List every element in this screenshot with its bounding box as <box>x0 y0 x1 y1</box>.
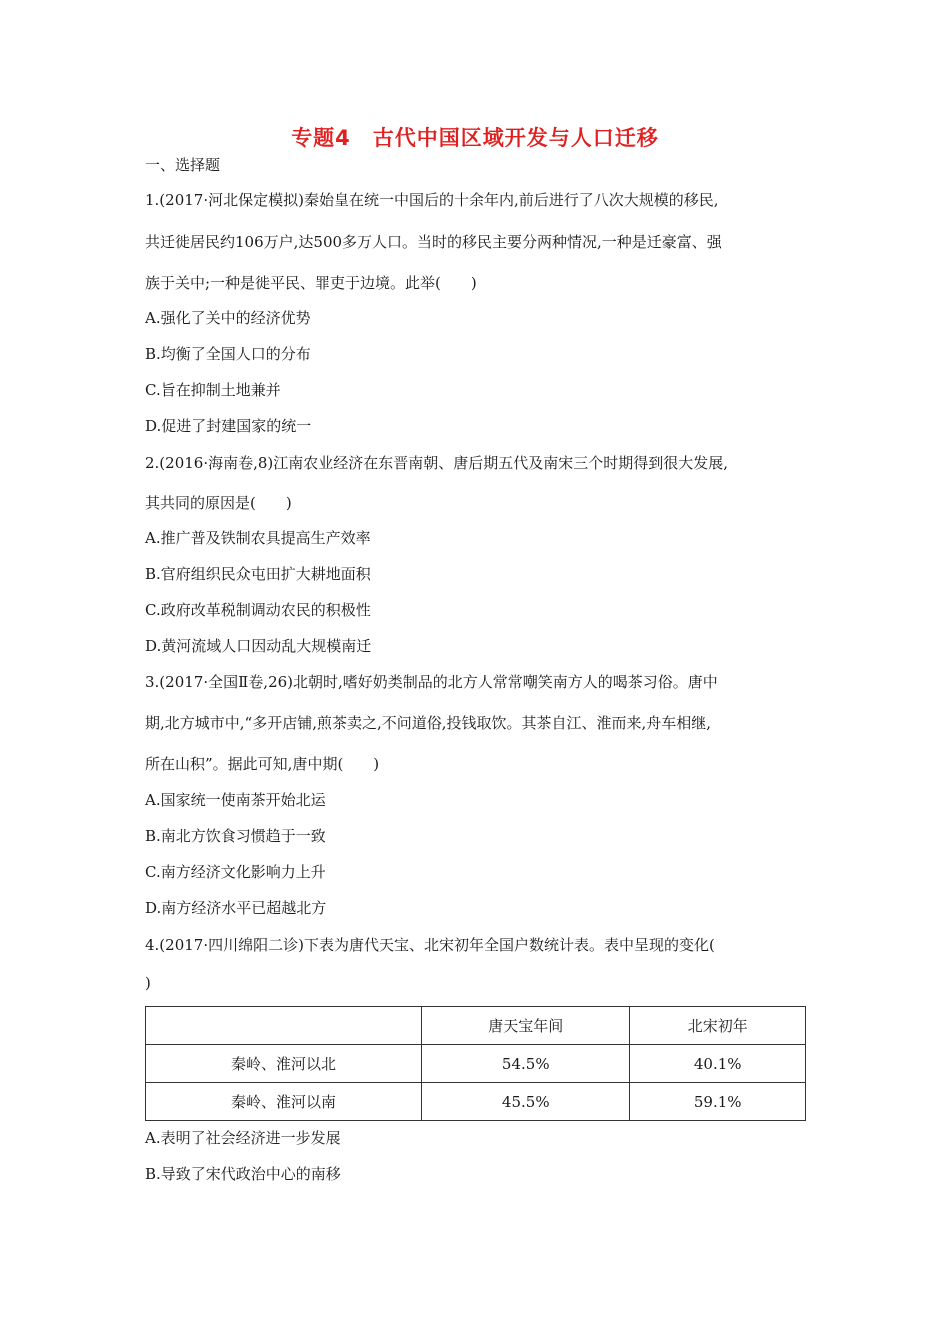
table-header-cell: 唐天宝年间 <box>422 1007 630 1045</box>
page-title: 专题4 古代中国区域开发与人口迁移 <box>291 126 659 150</box>
question-2-text-line-1: 2.(2016·海南卷,8)江南农业经济在东晋南朝、唐后期五代及南宋三个时期得到很大发展, <box>145 454 729 472</box>
question-3-option-c: C.南方经济文化影响力上升 <box>145 863 326 881</box>
table-cell: 秦岭、淮河以北 <box>146 1045 422 1083</box>
question-1-option-d: D.促进了封建国家的统一 <box>145 417 312 435</box>
question-2-text-line-2: 其共同的原因是( ) <box>145 494 292 512</box>
question-2-option-a: A.推广普及铁制农具提高生产效率 <box>145 529 371 547</box>
question-2-option-c: C.政府改革税制调动农民的积极性 <box>145 601 371 619</box>
question-3-option-b: B.南北方饮食习惯趋于一致 <box>145 827 326 845</box>
table-row <box>146 1045 806 1083</box>
question-3-option-d: D.南方经济水平已超越北方 <box>145 899 327 917</box>
question-1-option-c: C.旨在抑制土地兼并 <box>145 381 281 399</box>
question-2-option-b: B.官府组织民众屯田扩大耕地面积 <box>145 565 371 583</box>
question-3-option-a: A.国家统一使南茶开始北运 <box>145 791 326 809</box>
table-cell: 秦岭、淮河以南 <box>146 1083 422 1121</box>
question-1-text-line-3: 族于关中;一种是徙平民、罪吏于边境。此举( ) <box>145 274 477 292</box>
question-1-text-line-1: 1.(2017·河北保定模拟)秦始皇在统一中国后的十余年内,前后进行了八次大规模的移民, <box>145 191 719 209</box>
question-4-text-line-2: ) <box>145 974 151 992</box>
table-row <box>146 1083 806 1121</box>
question-4-option-a: A.表明了社会经济进一步发展 <box>145 1129 341 1147</box>
table-header-cell: 北宋初年 <box>630 1007 806 1045</box>
question-3-text-line-1: 3.(2017·全国Ⅱ卷,26)北朝时,嗜好奶类制品的北方人常常嘲笑南方人的喝茶习俗。唐中 <box>145 673 718 691</box>
question-3-text-line-3: 所在山积”。据此可知,唐中期( ) <box>145 755 380 773</box>
household-statistics-table <box>145 1006 806 1121</box>
question-3-text-line-2: 期,北方城市中,“多开店铺,煎茶卖之,不问道俗,投钱取饮。其茶自江、淮而来,舟车相继, <box>145 714 712 732</box>
table-cell: 59.1% <box>630 1083 806 1121</box>
section-heading: 一、选择题 <box>145 156 221 174</box>
table-cell: 54.5% <box>422 1045 630 1083</box>
question-1-option-a: A.强化了关中的经济优势 <box>145 309 311 327</box>
table-header-cell <box>146 1007 422 1045</box>
table-header-row <box>146 1007 806 1045</box>
question-1-option-b: B.均衡了全国人口的分布 <box>145 345 311 363</box>
question-4-option-b: B.导致了宋代政治中心的南移 <box>145 1165 341 1183</box>
question-2-option-d: D.黄河流域人口因动乱大规模南迁 <box>145 637 372 655</box>
table-cell: 45.5% <box>422 1083 630 1121</box>
table-cell: 40.1% <box>630 1045 806 1083</box>
question-1-text-line-2: 共迁徙居民约106万户,达500多万人口。当时的移民主要分两种情况,一种是迁豪富、强 <box>145 233 722 251</box>
question-4-text-line-1: 4.(2017·四川绵阳二诊)下表为唐代天宝、北宋初年全国户数统计表。表中呈现的变化( <box>145 936 715 954</box>
